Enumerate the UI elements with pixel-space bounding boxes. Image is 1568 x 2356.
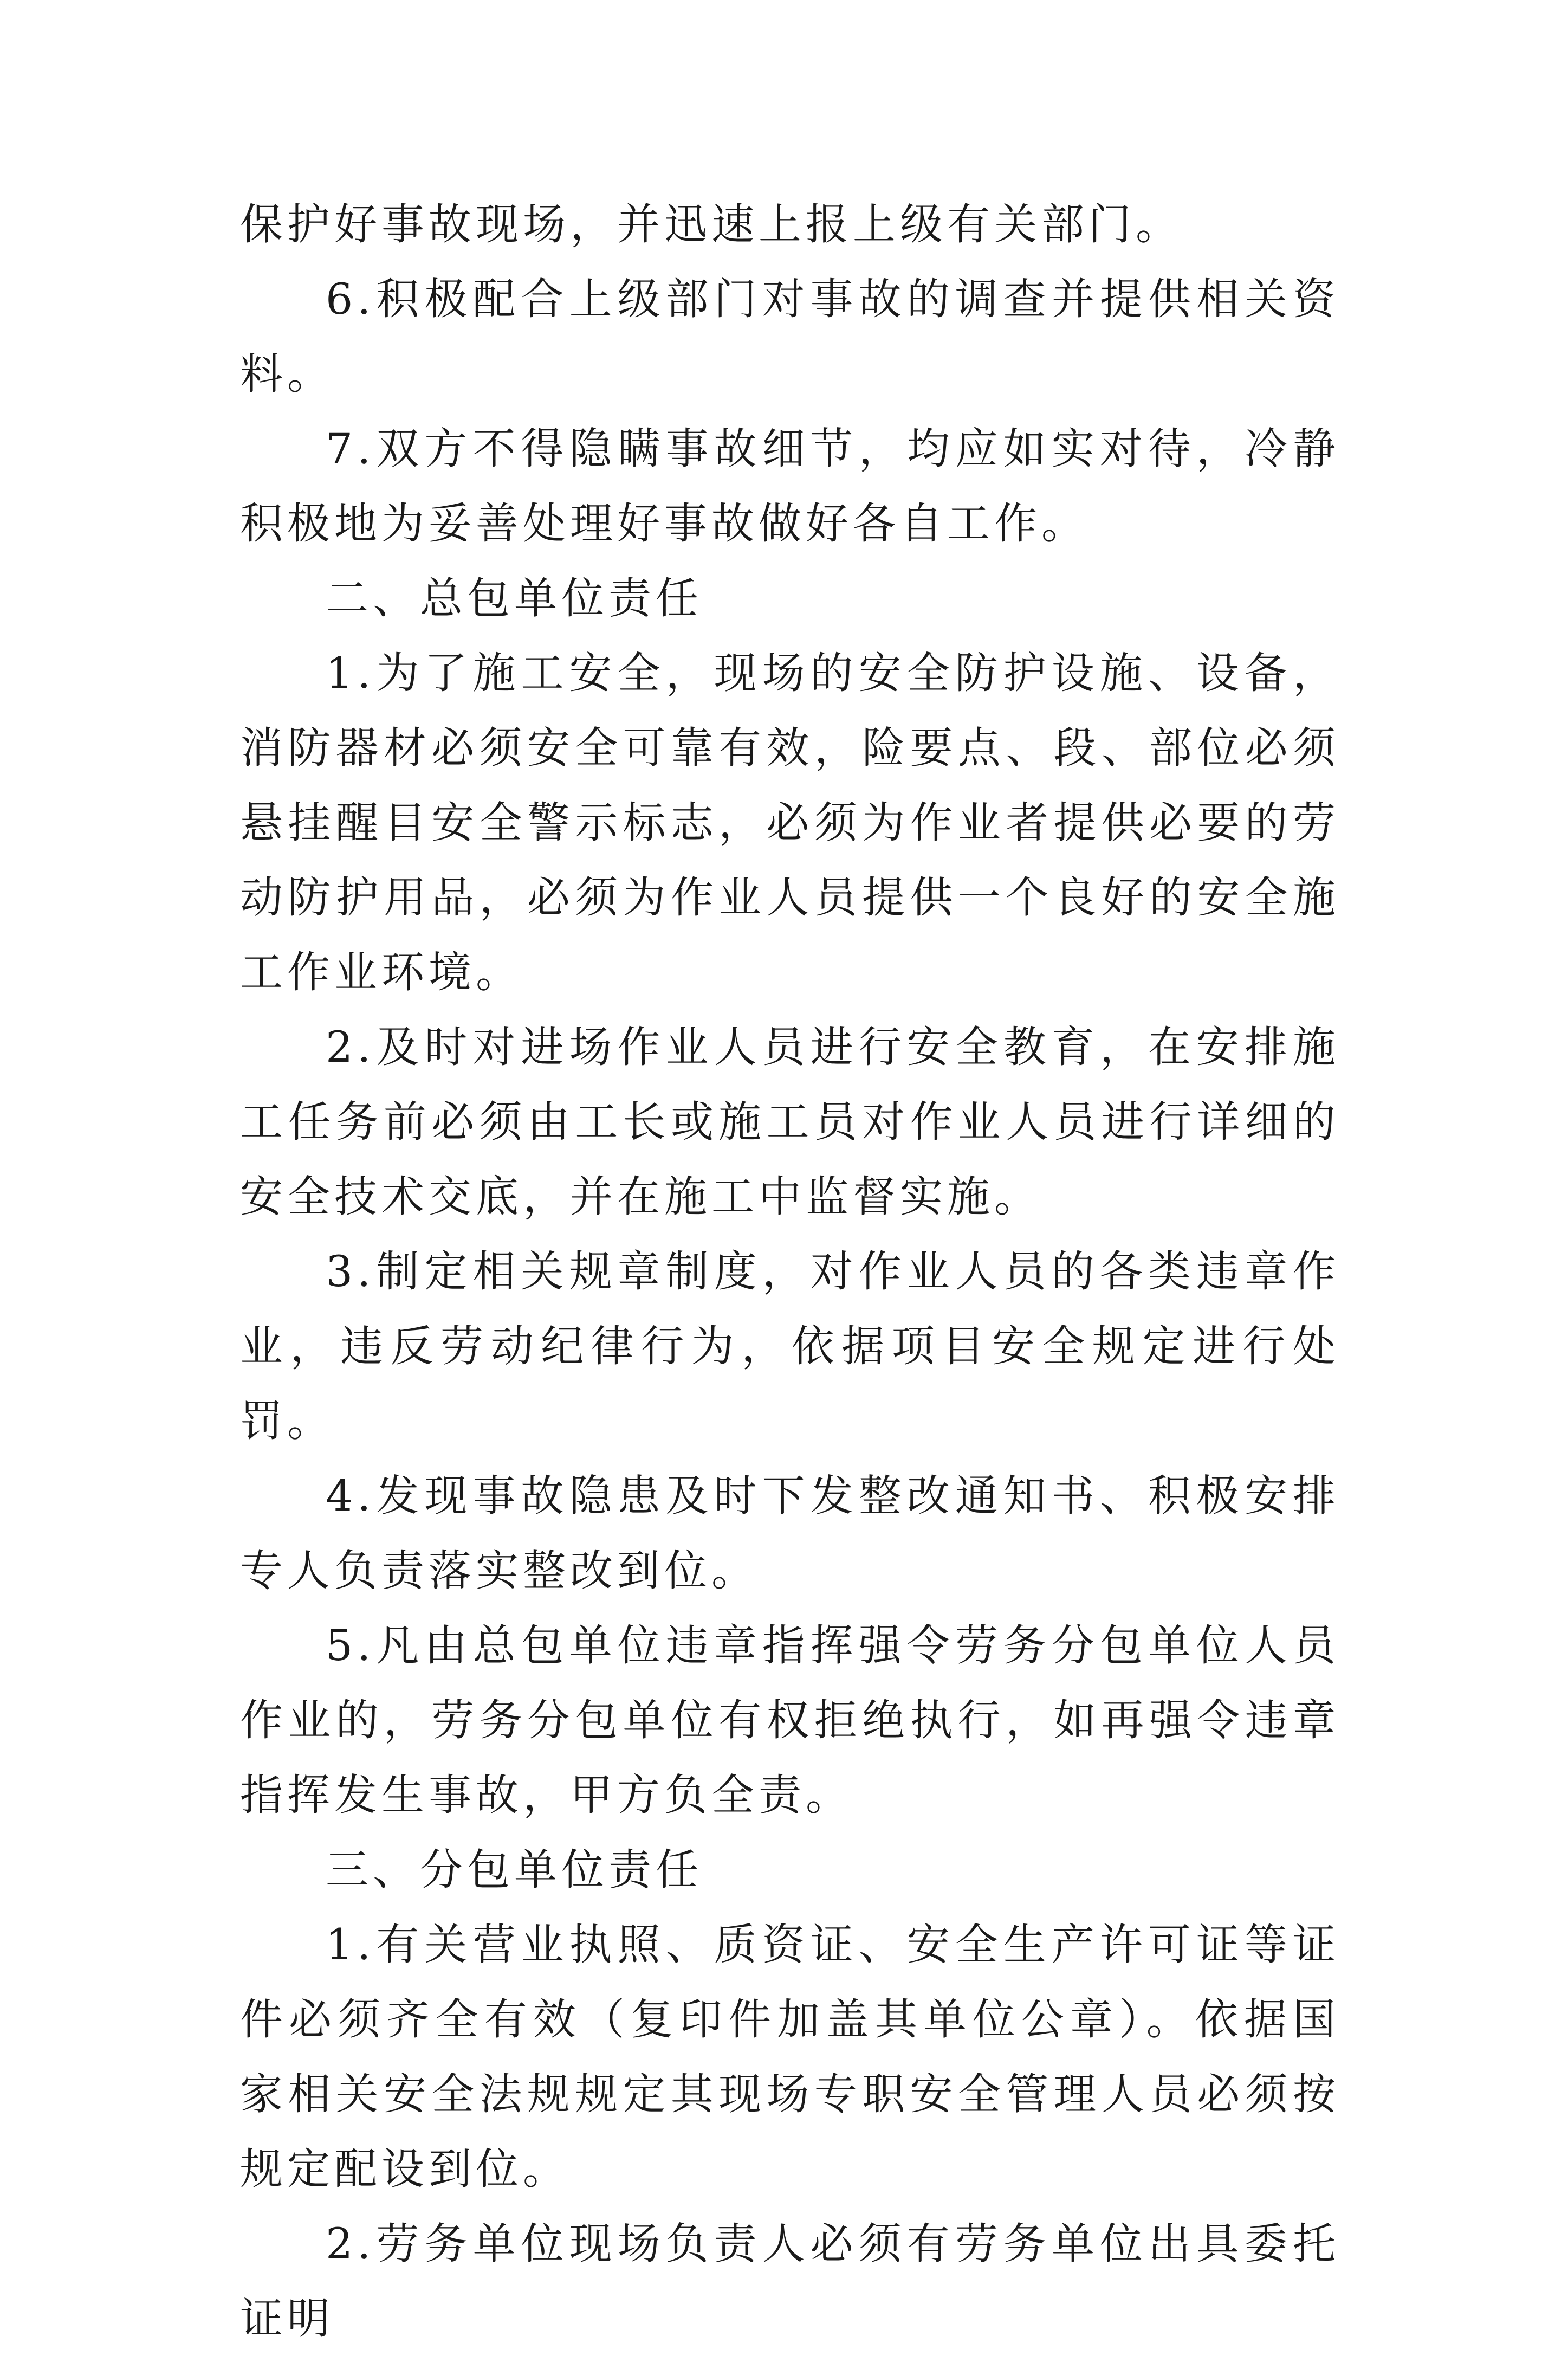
paragraph-gc-item-3: 3.制定相关规章制度，对作业人员的各类违章作业，违反劳动纪律行为，依据项目安全规定进行处罚。 bbox=[240, 1247, 1340, 1446]
paragraph-gc-item-1: 1.为了施工安全，现场的安全防护设施、设备，消防器材必须安全可靠有效，险要点、段、部位必须悬挂醒目安全警示标志，必须为作业者提供必要的劳动防护用品，必须为作业人员提供一个良好的安全施工作业环境。 bbox=[240, 648, 1340, 997]
paragraph-gc-item-2: 2.及时对进场作业人员进行安全教育，在安排施工任务前必须由工长或施工员对作业人员进行详细的安全技术交底，并在施工中监督实施。 bbox=[240, 1022, 1340, 1222]
paragraph-sub-item-2: 2.劳务单位现场负责人必须有劳务单位出具委托证明 bbox=[240, 2219, 1340, 2344]
paragraph-item-6: 6.积极配合上级部门对事故的调查并提供相关资料。 bbox=[240, 274, 1340, 399]
paragraph-sub-item-1: 1.有关营业执照、质资证、安全生产许可证等证件必须齐全有效（复印件加盖其单位公章）。依据国家相关安全法规规定其现场专职安全管理人员必须按规定配设到位。 bbox=[240, 1920, 1340, 2194]
paragraph-item-7: 7.双方不得隐瞒事故细节，均应如实对待，冷静积极地为妥善处理好事故做好各自工作。 bbox=[240, 424, 1340, 548]
document-page bbox=[240, 187, 1340, 2356]
section-heading-general-contractor: 二、总包单位责任 bbox=[326, 573, 703, 623]
paragraph-gc-item-5: 5.凡由总包单位违章指挥强令劳务分包单位人员作业的，劳务分包单位有权拒绝执行，如再强令违章指挥发生事故，甲方负全责。 bbox=[240, 1621, 1340, 1820]
paragraph-gc-item-4: 4.发现事故隐患及时下发整改通知书、积极安排专人负责落实整改到位。 bbox=[240, 1471, 1340, 1596]
section-heading-subcontractor: 三、分包单位责任 bbox=[326, 1845, 703, 1895]
paragraph-continuation: 保护好事故现场，并迅速上报上级有关部门。 bbox=[240, 199, 1183, 249]
